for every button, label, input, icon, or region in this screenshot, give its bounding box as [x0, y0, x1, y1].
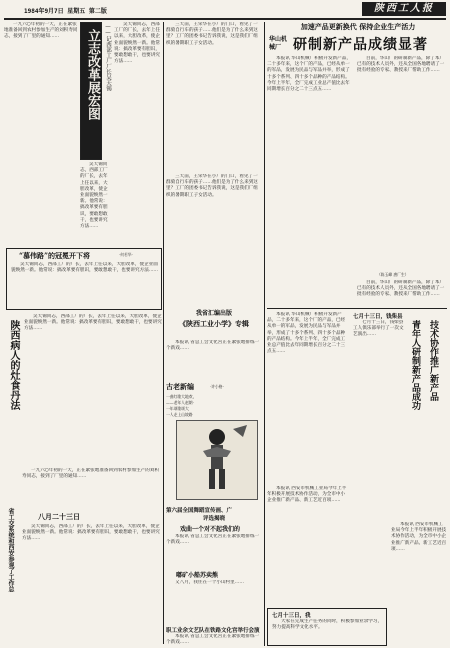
poem-line-4: 一人走上山坡路 [166, 412, 193, 417]
masthead [4, 2, 446, 20]
section-rule [267, 308, 447, 309]
main-byline: （陈玉峰 唐厂生） [377, 272, 409, 277]
book-notice-text: 本报讯 省总工会文化宫正在紧张地排练一个新戏…… [166, 340, 260, 352]
main-headline: 研制新产品成绩显著 [293, 37, 428, 53]
reform-text: 吴天锡同志，西部工厂的厂长，去年上任以来，大胆改革，使企业面貌焕然一新。他常说：搞改革要有胆识，要敢想敢干，也要讲究方法…… [11, 262, 159, 274]
poem-line-2: ——老年人赵朗· [166, 400, 194, 405]
poem-block [162, 382, 262, 502]
tech-text: 本报讯 西安市机械工业局今年上半年积极开展技术协作活动，为全市中小企业推广新产品、新工艺近百项…… [391, 522, 447, 552]
memo-text: 本报讯 省总工会文化宫正在紧张地排练一个新戏…… [166, 634, 260, 646]
side-article-cont: 目前，华山厂的研制新产品，除了本厂已有的技术人员外，还从全国各地聘请了一批有经验的专家、教授来厂帮助工作…… [357, 280, 445, 298]
book-notice-name: 《陕西工业小学》专辑 [179, 319, 249, 328]
intro-text: 一九六○年初的一天，正在紧张地准备回到农村参加生产的刘积寿同志，接到了厂里的通知…… [4, 22, 78, 40]
brief-title: 七月十三日，我 [272, 613, 311, 619]
column-rule [163, 22, 164, 644]
feature-lead-text: 吴天锡同志，西部工厂的厂长，去年上任以来，大胆改革，使企业面貌焕然一新。他常说：搞改革要有胆识，要敢想敢干，也要讲究方法…… [114, 22, 160, 65]
lower-article-2: 本报讯 西安市机械工业局今年上半年积极开展技术协作活动，为全市中小企业推广新产品、新工艺近百项…… [267, 486, 347, 504]
newspaper-logo: 陕西工人报 [362, 2, 446, 16]
feature-block [4, 22, 162, 244]
reform-byline: ·何若华· [119, 252, 133, 257]
book-notice-title: 我省汇编出版 [195, 310, 232, 317]
feature-subtitle: ——记西部工厂厂长吴天锡 [105, 24, 111, 91]
tech-headline: 技术协作推广新产品 [428, 320, 438, 401]
story-text: 又八月，我住在一个小山村里…… [175, 580, 244, 585]
middle-column [166, 22, 262, 646]
headline-factory: 华山机械厂 [269, 36, 288, 51]
young-headline: 青年人研制新产品成功 [410, 320, 420, 410]
story-title: 嘟矿小船苏卖熊 [176, 572, 219, 579]
right-column [267, 22, 447, 646]
recipe-block [4, 314, 162, 464]
opera-figure-icon [177, 421, 257, 499]
drama-text: 本报讯 省总工会文化宫正在紧张地排练一个新戏…… [166, 534, 260, 546]
side-article-text: 目前，华山厂的研制新产品，除了本厂已有的技术人员外，还从全国各地聘请了一批有经验的专家、教授来厂帮助工作…… [357, 56, 445, 74]
recipe-title: 陕西病人的灶食丹法 [8, 320, 19, 410]
drama-title: 戏曲一个对不起我们的 [180, 526, 241, 533]
book-notice [166, 308, 262, 338]
column-rule [264, 22, 265, 646]
poem-title: 古老新编 [166, 382, 194, 391]
drama-illustration [176, 420, 258, 500]
poem-line-1: 一曲红歌大地欢， [166, 394, 197, 399]
bottom-left-block [4, 468, 162, 646]
illustration-caption-2: 评选揭晓 [202, 516, 225, 522]
date-line: 1984年9月7日 星期五 第二版 [24, 8, 107, 15]
brief-box [267, 608, 387, 646]
bottom-left-text: 吴天锡同志，西部工厂的厂长，去年上任以来，大胆改革，使企业面貌焕然一新。他常说：搞改革要有胆识，要敢想敢干，也要讲究方法…… [22, 524, 160, 542]
young-title: 七月十三日，钱柴县 [353, 314, 403, 320]
reform-box [6, 248, 162, 310]
children-article-cont: 三天前，王荣华在小厂的门口，看见了一群骑自行车的孩子……他们是为了什么来到这里？工厂的团委书记告诉我说，这是我们厂组织的暑期职工子女活动。 [166, 174, 258, 198]
reform-kicker: “慕伟路”的冠冕开下将 [19, 251, 91, 260]
poem-author: ·许小格· [210, 384, 224, 389]
recipe-text: 吴天锡同志，西部工厂的厂长，去年上任以来，大胆改革，使企业面貌焕然一新。他常说：搞改革要有胆识，要敢想敢干，也要讲究方法…… [24, 314, 162, 332]
lower-article-1: 本报讯 华山机械厂积极开发新产品，二十多年来，这个厂的产品，已经从单一的军品，发展为民品与军品并举，形成了十多个系列、四十多个品种的产品结构。今年上半年，全厂完成工业总产值比去年同期增长百分之二十三点五…… [267, 312, 346, 355]
young-inventor-block [353, 312, 445, 518]
feature-title-panel [80, 22, 102, 160]
feature-continuation: 吴天锡同志，西部工厂的厂长，去年上任以来，大胆改革，使企业面貌焕然一新。他常说：搞改革要有胆识，要敢想敢干，也要讲究方法…… [80, 162, 108, 230]
illustration-caption: 第六届全国舞蹈宣传画、广 [166, 508, 233, 514]
headline-kicker: 加速产品更新换代 保持企业生产活力 [300, 22, 416, 31]
left-column [4, 22, 162, 646]
young-text: 七月十三日，钱柴县工人俱乐部举行了一次文艺演出…… [353, 320, 404, 338]
bottom-left-title: 八月二十三日 [38, 512, 80, 521]
feature-title: 立志改革展宏图 [85, 29, 100, 120]
poem-line-3: 一年颂歌颂大 [166, 406, 189, 411]
memo-title: 职工业余文艺队在铁路文化宫举行会演 [166, 628, 260, 634]
main-article-text: 本报讯 华山机械厂积极开发新产品，二十多年来，这个厂的产品，已经从单一的军品，发展为民品与军品并举，形成了十多个系列、四十多个品种的产品结构。今年上半年，全厂完成工业总产值比去年同期增长百分之二十三点五…… [267, 56, 351, 93]
children-article-text: 三天前，王荣华在小厂的门口，看见了一群骑自行车的孩子……他们是为了什么来到这里？工厂的团委书记告诉我说，这是我们厂组织的暑期职工子女活动。 [166, 22, 258, 46]
bottom-left-top-text: 一九六○年初的一天，正在紧张地准备回到农村参加生产的刘积寿同志，接到了厂里的通知…… [22, 468, 160, 480]
bottom-left-vtitle: 省工交系统和西安参观了工作总 [7, 508, 14, 592]
brief-text: 大家在完成生产任务的同时，积极参加业余学习，努力提高科学文化水平。 [272, 619, 383, 631]
